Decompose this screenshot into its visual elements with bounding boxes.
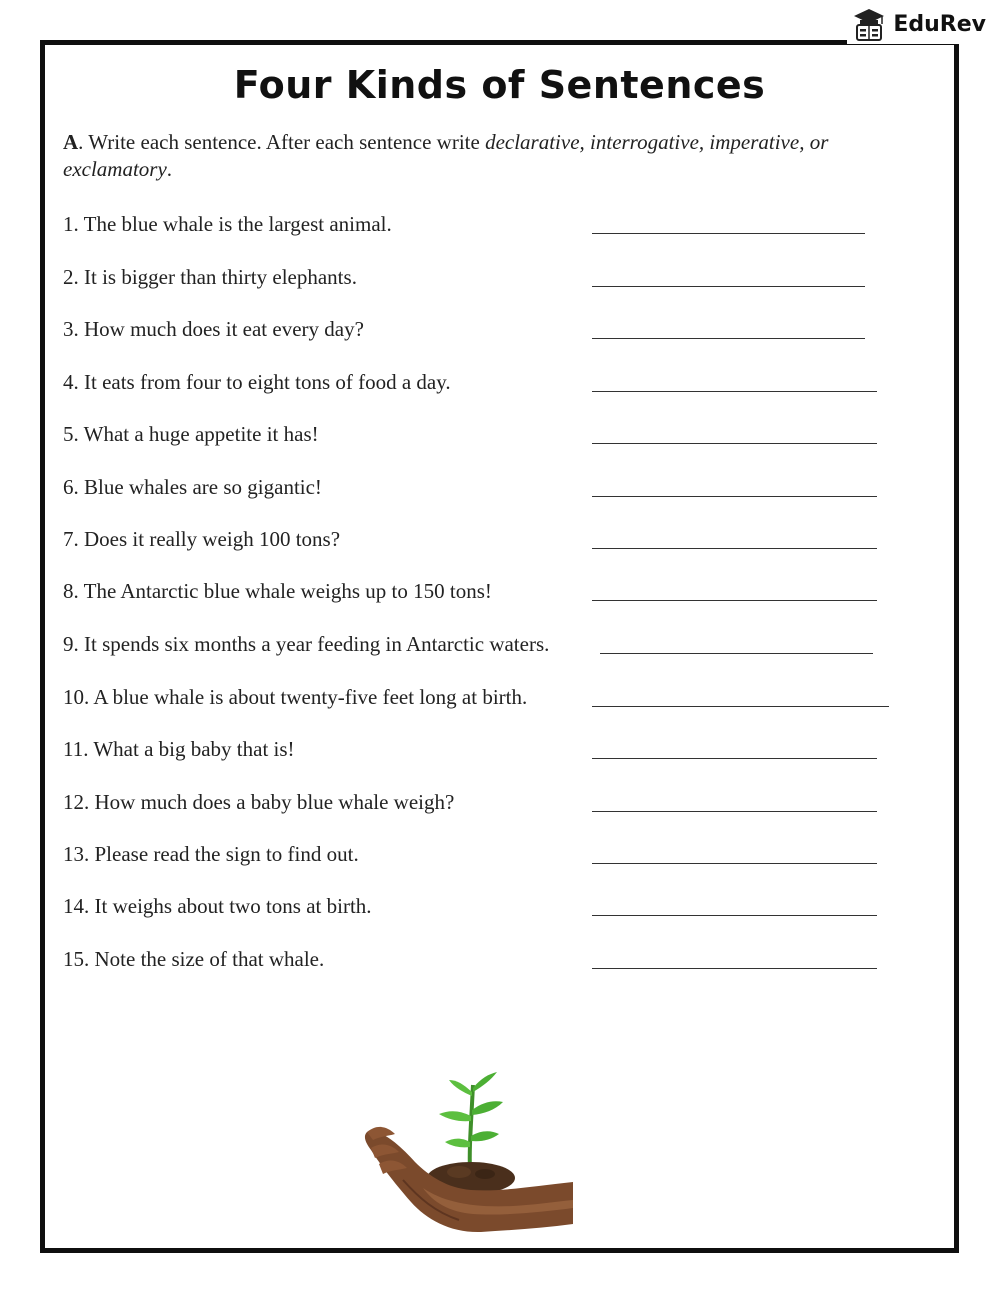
brand-name: EduRev bbox=[893, 11, 986, 37]
answer-line-12[interactable] bbox=[592, 811, 877, 812]
question-7: 7. Does it really weigh 100 tons? bbox=[63, 527, 341, 551]
answer-line-10[interactable] bbox=[592, 706, 889, 707]
question-8: 8. The Antarctic blue whale weighs up to 150 tons! bbox=[63, 579, 492, 603]
answer-line-7[interactable] bbox=[592, 548, 877, 549]
graduation-cap-book-icon bbox=[851, 6, 887, 42]
answer-line-9[interactable] bbox=[600, 653, 873, 654]
answer-line-2[interactable] bbox=[592, 286, 865, 287]
question-11: 11. What a big baby that is! bbox=[63, 737, 295, 761]
question-15: 15. Note the size of that whale. bbox=[63, 947, 325, 971]
answer-line-14[interactable] bbox=[592, 915, 877, 916]
instructions bbox=[63, 129, 923, 183]
answer-line-8[interactable] bbox=[592, 600, 877, 601]
worksheet-title: Four Kinds of Sentences bbox=[233, 63, 766, 107]
question-9: 9. It spends six months a year feeding in Antarctic waters. bbox=[63, 632, 550, 656]
instructions-label: A bbox=[63, 130, 79, 154]
question-2: 2. It is bigger than thirty elephants. bbox=[63, 265, 357, 289]
question-13: 13. Please read the sign to find out. bbox=[63, 842, 359, 866]
question-12: 12. How much does a baby blue whale weigh? bbox=[63, 790, 455, 814]
answer-line-4[interactable] bbox=[592, 391, 877, 392]
answer-line-5[interactable] bbox=[592, 443, 877, 444]
brand-logo bbox=[847, 4, 990, 44]
instructions-end: . bbox=[166, 157, 173, 181]
sentence-types: declarative, interrogative, imperative, or exclamatory bbox=[63, 130, 829, 181]
answer-line-1[interactable] bbox=[592, 233, 865, 234]
question-1: 1. The blue whale is the largest animal. bbox=[63, 212, 392, 236]
question-4: 4. It eats from four to eight tons of food a day. bbox=[63, 370, 451, 394]
answer-line-13[interactable] bbox=[592, 863, 877, 864]
instructions-text: . Write each sentence. After each sentence write bbox=[78, 130, 486, 154]
answer-line-6[interactable] bbox=[592, 496, 877, 497]
question-5: 5. What a huge appetite it has! bbox=[63, 422, 319, 446]
worksheet-frame bbox=[40, 40, 959, 1253]
answer-line-3[interactable] bbox=[592, 338, 865, 339]
question-14: 14. It weighs about two tons at birth. bbox=[63, 894, 372, 918]
question-6: 6. Blue whales are so gigantic! bbox=[63, 475, 322, 499]
question-10: 10. A blue whale is about twenty-five feet long at birth. bbox=[63, 685, 528, 709]
question-3: 3. How much does it eat every day? bbox=[63, 317, 364, 341]
hand-holding-seedling-icon bbox=[363, 1070, 578, 1240]
answer-line-15[interactable] bbox=[592, 968, 877, 969]
answer-line-11[interactable] bbox=[592, 758, 877, 759]
